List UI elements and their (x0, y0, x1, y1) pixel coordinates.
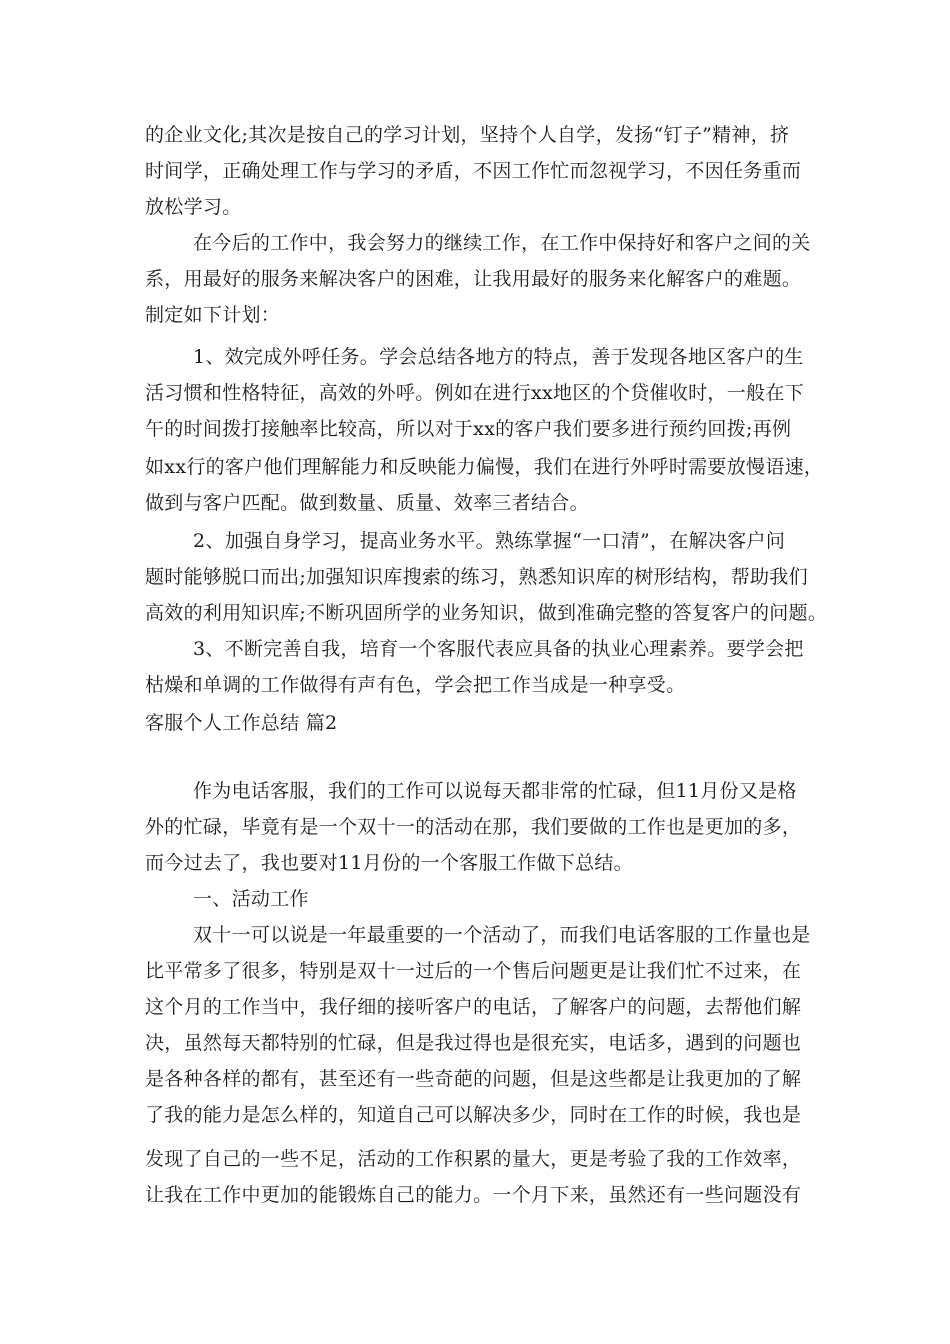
text-line: 决，虽然每天都特别的忙碌，但是我过得也是很充实，电话多，遇到的问题也 (145, 1032, 802, 1054)
text-line: 系，用最好的服务来解决客户的困难，让我用最好的服务来化解客户的难题。 (145, 268, 802, 290)
text-line: 在今后的工作中，我会努力的继续工作，在工作中保持好和客户之间的关 (193, 232, 811, 254)
text-line: 作为电话客服，我们的工作可以说每天都非常的忙碌，但11月份又是格 (193, 780, 797, 802)
text-line: 让我在工作中更加的能锻炼自己的能力。一个月下来，虽然还有一些问题没有 (145, 1184, 802, 1206)
text-line: 制定如下计划： (145, 304, 281, 326)
section-heading: 客服个人工作总结 篇2 (145, 712, 338, 734)
text-line: 如xx行的客户他们理解能力和反映能力偏慢，我们在进行外呼时需要放慢语速， (145, 456, 824, 478)
text-line: 发现了自己的一些不足，活动的工作积累的量大，更是考验了我的工作效率， (145, 1148, 802, 1170)
text-line: 双十一可以说是一年最重要的一个活动了，而我们电话客服的工作量也是 (193, 924, 811, 946)
text-line: 时间学，正确处理工作与学习的矛盾，不因工作忙而忽视学习，不因任务重而 (145, 160, 802, 182)
text-line: 枯燥和单调的工作做得有声有色，学会把工作当成是一种享受。 (145, 674, 686, 696)
text-line: 2、加强自身学习，提高业务水平。熟练掌握“一口清”，在解决客户问 (193, 530, 786, 552)
text-line: 而今过去了，我也要对11月份的一个客服工作做下总结。 (145, 852, 633, 874)
text-line: 是各种各样的都有，甚至还有一些奇葩的问题，但是这些都是让我更加的了解 (145, 1068, 802, 1090)
text-line: 活习惯和性格特征，高效的外呼。例如在进行xx地区的个贷催收时，一般在下 (145, 382, 804, 404)
text-line: 的企业文化;其次是按自己的学习计划，坚持个人自学，发扬“钉子”精神，挤 (145, 124, 790, 146)
text-line: 比平常多了很多，特别是双十一过后的一个售后问题更是让我们忙不过来，在 (145, 960, 802, 982)
text-line: 做到与客户匹配。做到数量、质量、效率三者结合。 (145, 492, 589, 514)
text-line: 外的忙碌，毕竟有是一个双十一的活动在那，我们要做的工作也是更加的多， (145, 816, 802, 838)
text-line: 了我的能力是怎么样的，知道自己可以解决多少，同时在工作的时候，我也是 (145, 1104, 802, 1126)
text-line: 3、不断完善自我，培育一个客服代表应具备的执业心理素养。要学会把 (193, 638, 804, 660)
text-line: 午的时间拨打接触率比较高，所以对于xx的客户我们要多进行预约回拨;再例 (145, 418, 792, 440)
subsection-heading: 一、活动工作 (193, 888, 309, 910)
text-line: 这个月的工作当中，我仔细的接听客户的电话，了解客户的问题，去帮他们解 (145, 996, 802, 1018)
text-line: 放松学习。 (145, 196, 242, 218)
text-line: 1、效完成外呼任务。学会总结各地方的特点，善于发现各地区客户的生 (193, 346, 804, 368)
text-line: 高效的利用知识库;不断巩固所学的业务知识，做到准确完整的答复客户的问题。 (145, 602, 828, 624)
text-line: 题时能够脱口而出;加强知识库搜索的练习，熟悉知识库的树形结构，帮助我们 (145, 566, 808, 588)
